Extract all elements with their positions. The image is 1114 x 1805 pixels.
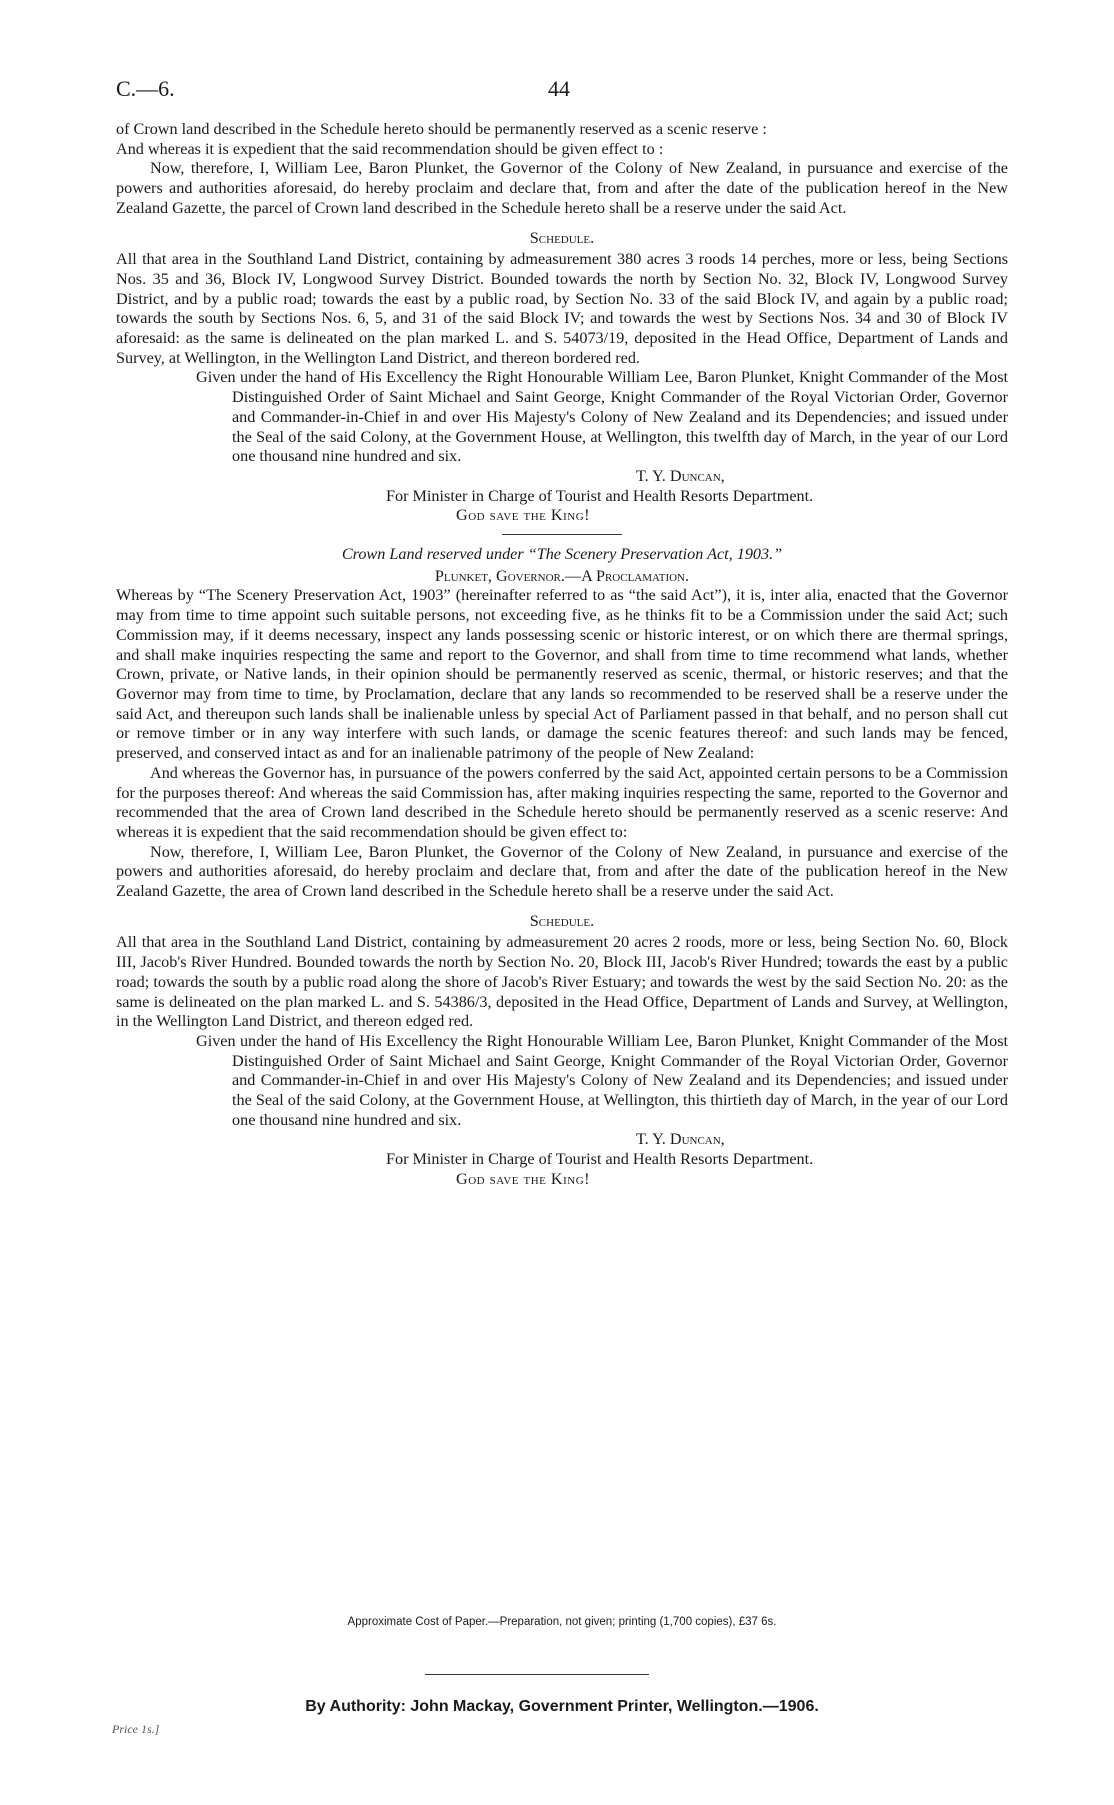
given-under-hand: Given under the hand of His Excellency the Right Honourable William Lee, Baron Plunket, Knight Commander of the Most Distinguished Order of Saint Michael and Saint George, Knight Commander of the Royal Victorian Order, Governor and Commander-in-Chief in and over His Majesty's Colony of New Zealand and its Dependencies; and issued under the Seal of the said Colony, at the Government House, at Wellington, this twelfth day of March, in the year of our Lord one thousand nine hundred and six. bbox=[196, 368, 1008, 466]
price-note: Price 1s.] bbox=[112, 1722, 160, 1736]
signature-title: For Minister in Charge of Tourist and Health Resorts Department. bbox=[386, 1150, 814, 1169]
page-number: 44 bbox=[548, 76, 570, 101]
printer-authority: By Authority: John Mackay, Government Printer, Wellington.—1906. bbox=[305, 1698, 819, 1715]
paragraph: Now, therefore, I, William Lee, Baron Plunket, the Governor of the Colony of New Zealand, in pursuance and exercise of the powers and authorities aforesaid, do hereby proclaim and declare that, from and after the date of the publication hereof in the New Zealand Gazette, the parcel of Crown land described in the Schedule hereto shall be a reserve under the said Act. bbox=[116, 159, 1008, 217]
paragraph: And whereas it is expedient that the said recommendation should be given effect to : bbox=[116, 139, 664, 158]
god-save-the-king: God save the King! bbox=[456, 1169, 591, 1188]
schedule-text: All that area in the Southland Land District, containing by admeasurement 20 acres 2 roods, more or less, being Section No. 60, Block III, Jacob's River Hundred. Bounded towards the north by Section No. 20, Block III, Jacob's River Hundred; towards the east by a public road; towards the south by a public road along the shore of Jacob's River Estuary; and towards the west by the said Section No. 20: as the same is delineated on the plan marked L. and S. 54386/3, deposited in the Head Office, Department of Lands and Survey, at Wellington, in the Wellington Land District, and thereon edged red. bbox=[116, 933, 1008, 1031]
schedule-heading: Schedule. bbox=[529, 228, 595, 247]
section-1 bbox=[116, 120, 1008, 1190]
god-save-the-king: God save the King! bbox=[456, 506, 591, 525]
signature-name: T. Y. Duncan, bbox=[636, 1130, 725, 1149]
cost-note: Approximate Cost of Paper.—Preparation, not given; printing (1,700 copies), £37 6s. bbox=[347, 1616, 777, 1628]
proclamation-heading: Plunket, Governor.—A Proclamation. bbox=[434, 566, 690, 585]
signature-title: For Minister in Charge of Tourist and Health Resorts Department. bbox=[386, 486, 814, 505]
schedule-text: All that area in the Southland Land District, containing by admeasurement 380 acres 3 roods 14 perches, more or less, being Sections Nos. 35 and 36, Block IV, Longwood Survey District. Bounded towards the north by Section No. 32, Block IV, Longwood Survey District, and by a public road; towards the east by a public road, by Section No. 33 of the said Block IV, and again by a public road; towards the south by Sections Nos. 6, 5, and 31 of the said Block IV; and towards the west by Sections Nos. 34 and 30 of Block IV aforesaid: as the same is delineated on the plan marked L. and S. 54073/19, deposited in the Head Office, Department of Lands and Survey, at Wellington, in the Wellington Land District, and thereon bordered red. bbox=[116, 250, 1008, 367]
section-title: Crown Land reserved under “The Scenery Preservation Act, 1903.” bbox=[341, 545, 783, 564]
schedule-heading: Schedule. bbox=[529, 911, 595, 930]
paragraph: of Crown land described in the Schedule hereto should be permanently reserved as a scenic reserve : bbox=[116, 120, 767, 138]
section-divider bbox=[502, 534, 622, 535]
footer-divider bbox=[425, 1674, 649, 1675]
paragraph: Now, therefore, I, William Lee, Baron Plunket, the Governor of the Colony of New Zealand, in pursuance and exercise of the powers and authorities aforesaid, do hereby proclaim and declare that, from and after the date of the publication hereof in the New Zealand Gazette, the area of Crown land described in the Schedule hereto shall be a reserve under the said Act. bbox=[116, 842, 1008, 901]
document-reference: C.—6. bbox=[116, 76, 175, 101]
paragraph: Whereas by “The Scenery Preservation Act, 1903” (hereinafter referred to as “the said Act”), it is, inter alia, enacted that the Governor may from time to time appoint such suitable persons, not exceeding five, as he thinks fit to be a Commission under the said Act; such Commission may, if it deems necessary, inspect any lands possessing scenic or historic interest, or on which there are thermal springs, and shall make inquiries respecting the same and report to the Governor, and shall from time to time recommend what lands, whether Crown, private, or Native lands, in their opinion should be permanently reserved as scenic, thermal, or historic reserves; and that the Governor may from time to time, by Proclamation, declare that any lands so recommended to be reserved shall be a reserve under the said Act, and thereupon such lands shall be inalienable unless by special Act of Parliament passed in that behalf, and no person shall cut or remove timber or in any way interfere with such lands, or damage the scenic features thereof: and such lands may be fenced, preserved, and conserved intact as and for an inalienable patrimony of the people of New Zealand: bbox=[116, 586, 1008, 763]
given-under-hand: Given under the hand of His Excellency the Right Honourable William Lee, Baron Plunket, Knight Commander of the Most Distinguished Order of Saint Michael and Saint George, Knight Commander of the Royal Victorian Order, Governor and Commander-in-Chief in and over His Majesty's Colony of New Zealand and its Dependencies; and issued under the Seal of the said Colony, at the Government House, at Wellington, this thirtieth day of March, in the year of our Lord one thousand nine hundred and six. bbox=[196, 1031, 1008, 1129]
signature-name: T. Y. Duncan, bbox=[636, 466, 725, 485]
paragraph: And whereas the Governor has, in pursuance of the powers conferred by the said Act, appointed certain persons to be a Commission for the purposes thereof: And whereas the said Commission has, after making inquiries respecting the same, reported to the Governor and recommended that the area of Crown land described in the Schedule hereto should be permanently reserved as a scenic reserve: And whereas it is expedient that the said recommendation should be given effect to: bbox=[116, 763, 1008, 841]
